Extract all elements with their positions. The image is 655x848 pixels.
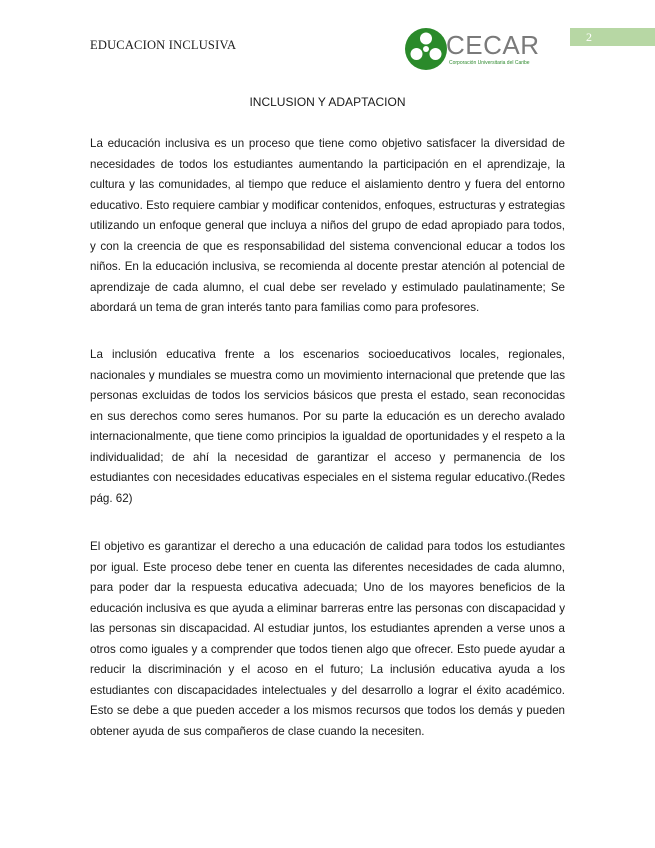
paragraph-2: La inclusión educativa frente a los escenarios socioeducativos locales, regionales, nacionales y mundiales se muestra como un movimiento internacional que pretende que las personas excluidas de todos los servicios básicos que presta el estado, sean reconocidas en sus derechos como seres humanos. Por su parte la educación es un derecho avalado internacionalmente, que tiene como principios la igualdad de oportunidades y el respeto a la individualidad; de ahí la necesidad de garantizar el acceso y permanencia de los estudiantes con necesidades educativas especiales en el sistema regular educativo.(Redes pág. 62) <box>90 348 565 505</box>
cecar-logo <box>404 27 544 73</box>
page-number: 2 <box>586 30 592 44</box>
logo-tagline: Corporación Universitaria del Caribe <box>449 60 530 66</box>
logo-wordmark: CECAR <box>446 30 540 60</box>
paragraph-3: El objetivo es garantizar el derecho a una educación de calidad para todos los estudiantes por igual. Este proceso debe tener en cuenta las diferentes necesidades de cada alumno, para poder dar la respuesta educativa adecuada; Uno de los mayores beneficios de la educación inclusiva es que ayuda a eliminar barreras entre las personas con discapacidad y las personas sin discapacidad. Al estudiar juntos, los estudiantes aprenden a verse unos a otros como iguales y a comprender que todos tienen algo que ofrecer. Esto puede ayudar a reducir la discriminación y el acoso en el futuro; La inclusión educativa ayuda a los estudiantes con discapacidades intelectuales y del desarrollo a lograr el éxito académico. Esto se debe a que pueden acceder a los mismos recursos que todos los demás y pueden obtener ayuda de sus compañeros de clase cuando la necesiten. <box>90 540 565 738</box>
cecar-emblem-icon <box>404 27 448 71</box>
document-title: INCLUSION Y ADAPTACION <box>249 95 406 109</box>
running-header-title: EDUCACION INCLUSIVA <box>90 38 237 52</box>
page-number-tab <box>570 28 655 46</box>
paragraph-1: La educación inclusiva es un proceso que tiene como objetivo satisfacer la diversidad de necesidades de todos los estudiantes aumentando la participación en el aprendizaje, la cultura y las comunidades, al tiempo que reduce el aislamiento dentro y fuera del entorno educativo. Esto requiere cambiar y modificar contenidos, enfoques, estructuras y estrategias utilizando un enfoque general que incluya a niños del grupo de edad apropiado para todos, y con la creencia de que es responsabilidad del sistema convencional educar a todos los niños. En la educación inclusiva, se recomienda al docente prestar atención al potencial de aprendizaje de cada alumno, el cual debe ser revelado y estimulado paulatinamente; Se abordará un tema de gran interés tanto para familias como para profesores. <box>90 137 565 314</box>
